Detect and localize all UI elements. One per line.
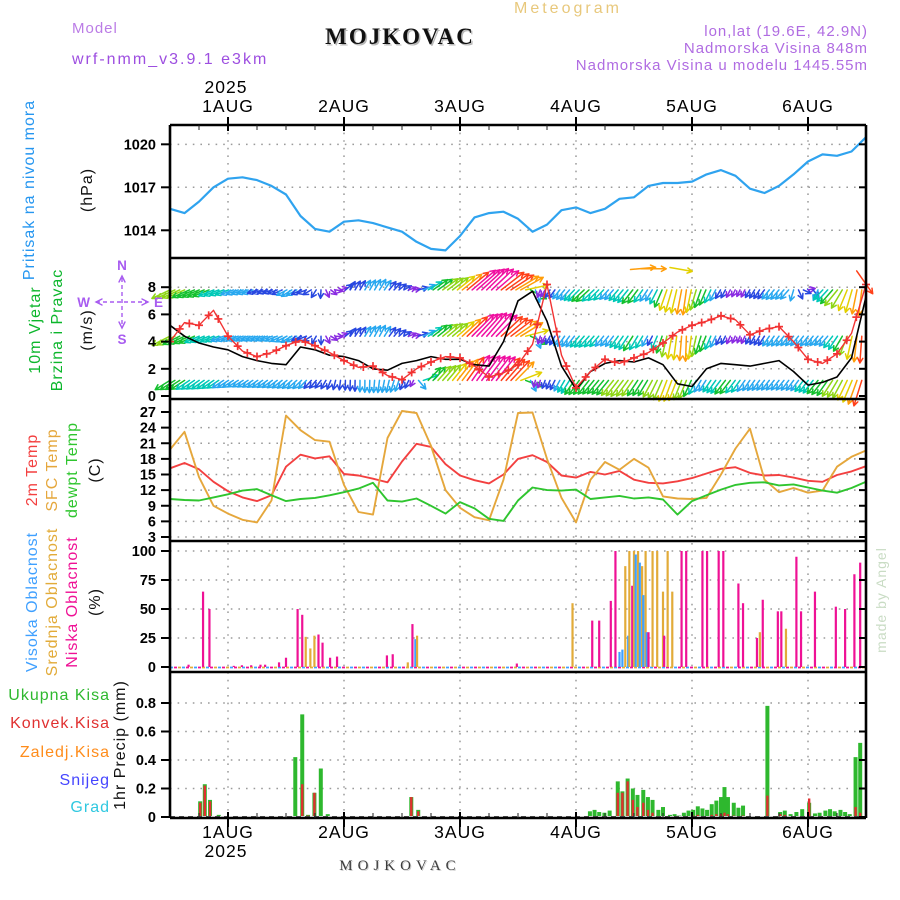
svg-text:6AUG: 6AUG [782, 96, 834, 116]
precip-panel [170, 706, 866, 817]
svg-text:1AUG: 1AUG [202, 822, 254, 842]
svg-text:12: 12 [139, 483, 156, 500]
temp-dewpt-legend: dewpt Temp [64, 422, 81, 518]
svg-text:75: 75 [139, 573, 156, 589]
page-title: Meteogram [514, 0, 622, 17]
svg-text:S: S [117, 332, 127, 347]
svg-text:0: 0 [147, 810, 156, 826]
svg-text:0.2: 0.2 [135, 781, 156, 798]
temp-unit-label: (C) [87, 457, 104, 483]
temp-sfc-legend: SFC Temp [44, 428, 61, 512]
svg-text:4AUG: 4AUG [550, 96, 602, 116]
precip-axis-label: 1hr Precip (mm) [112, 680, 129, 810]
svg-text:0.6: 0.6 [135, 724, 156, 741]
svg-text:2AUG: 2AUG [318, 96, 370, 116]
svg-text:1020: 1020 [123, 137, 156, 154]
lonlat-text: lon,lat (19.6E, 42.9N) [704, 23, 868, 40]
pressure-panel [170, 137, 866, 250]
svg-text:6: 6 [147, 514, 156, 531]
wind-axis-label-2: Brzina i Pravac [49, 268, 66, 392]
svg-text:2025: 2025 [204, 841, 248, 861]
svg-text:8: 8 [147, 280, 156, 297]
model-elevation-text: Nadmorska Visina u modelu 1445.55m [575, 57, 868, 74]
precip-freezing-legend: Zaledj.Kisa [19, 744, 110, 761]
svg-text:2: 2 [147, 361, 156, 378]
svg-text:9: 9 [147, 498, 156, 515]
svg-text:3: 3 [147, 530, 156, 546]
svg-text:3AUG: 3AUG [434, 96, 486, 116]
cloud-low-legend: Niska Oblacnost [64, 536, 81, 668]
temp-2m-legend: 2m Temp [24, 433, 41, 507]
cloud-high-legend: Visoka Oblacnost [24, 531, 41, 673]
svg-text:1014: 1014 [123, 223, 156, 240]
svg-text:6: 6 [147, 307, 156, 324]
model-label: Model [72, 20, 118, 37]
svg-text:100: 100 [131, 544, 156, 560]
precip-hail-legend: Grad [70, 799, 110, 816]
svg-text:15: 15 [139, 467, 156, 484]
cloud-mid-legend: Srednja Oblacnost [44, 527, 61, 677]
svg-text:24: 24 [139, 420, 156, 437]
svg-text:27: 27 [139, 405, 156, 422]
precip-snow-legend: Snijeg [59, 772, 110, 789]
svg-text:5AUG: 5AUG [666, 822, 718, 842]
svg-text:18: 18 [139, 451, 156, 468]
svg-text:2AUG: 2AUG [318, 822, 370, 842]
svg-text:4: 4 [147, 334, 156, 351]
svg-text:5AUG: 5AUG [666, 96, 718, 116]
wind-unit-label: (m/s) [79, 309, 96, 351]
svg-text:1017: 1017 [123, 180, 156, 197]
footer-station: MOJKOVAC [339, 858, 461, 874]
model-version-text: wrf-nmm_v3.9.1 e3km [72, 51, 269, 68]
svg-text:2025: 2025 [204, 77, 248, 97]
svg-text:4AUG: 4AUG [550, 822, 602, 842]
svg-text:25: 25 [139, 631, 156, 647]
svg-text:N: N [117, 258, 127, 273]
cloud-unit-label: (%) [87, 588, 104, 616]
svg-text:6AUG: 6AUG [782, 822, 834, 842]
svg-text:0: 0 [147, 389, 156, 405]
svg-text:W: W [77, 295, 90, 310]
wind-axis-label-1: 10m Vjetar [27, 286, 44, 374]
precip-total-legend: Ukupna Kisa [8, 687, 110, 704]
pressure-axis-label: Pritisak na nivou mora [21, 99, 38, 281]
axes-frame [124, 77, 866, 861]
temperature-panel [170, 411, 866, 522]
precip-convective-legend: Konvek.Kisa [10, 715, 110, 732]
elevation-text: Nadmorska Visina 848m [683, 40, 868, 57]
station-title: MOJKOVAC [325, 24, 475, 49]
svg-text:21: 21 [139, 436, 156, 453]
pressure-unit-label: (hPa) [79, 167, 96, 213]
watermark: made by Angel [873, 547, 889, 653]
svg-text:0.4: 0.4 [135, 753, 156, 769]
svg-text:E: E [154, 295, 164, 310]
cloud-panel [170, 551, 866, 668]
svg-text:50: 50 [139, 602, 156, 618]
svg-text:0: 0 [147, 660, 156, 676]
svg-text:3AUG: 3AUG [434, 822, 486, 842]
svg-text:1AUG: 1AUG [202, 96, 254, 116]
wind-panel [152, 265, 873, 406]
svg-text:0.8: 0.8 [135, 696, 156, 712]
